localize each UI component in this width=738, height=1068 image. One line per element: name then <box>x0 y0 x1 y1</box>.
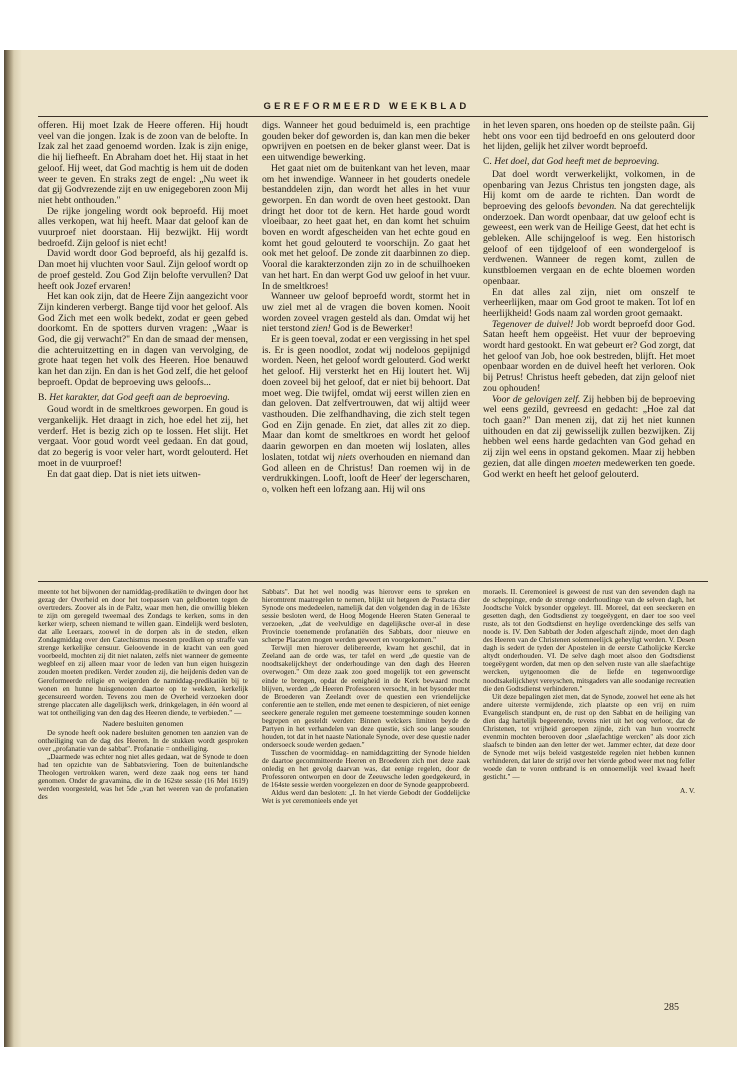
page-number: 285 <box>664 1002 679 1013</box>
paragraph <box>483 170 695 288</box>
paragraph: moraels. II. Ceremonieel is geweest de rust van den sevenden dagh na de scheppinge, ende de strenge onderhoudinge van de selven dagh, het Joodtsche Volck bysonder opgeleyt. III. Moreel, dat een seeckeren en gesetten dagh, den Godtsdienst zy toegeëygent, en daer toe soo veel ruste, als tot den Godtsdienst en heylige overdenckinge des selfs van noode is. IV. Den Sabbath der Joden afgeschaft zijnde, moet den dagh des Heeren van de Christenen solemneelijck geheyligt werden. V. Desen dagh is sedert de tyden der Apostelen in de eerste Catholijcke Kercke altydt onderhouden. VI. De selve dagh moet alsoo den Godtsdienst toegeëygent worden, dat men op den selven ruste van alle slaefachtige wercken, uytgenoomen die de liefde en tegenwoordige noodtsakelijckheyt vereyschen, mitsgaders van alle soodanige recreatien die den Godtsdienst verhinderen." <box>483 588 695 693</box>
section-number: B. <box>38 391 47 403</box>
subheading: Nadere besluiten genomen <box>102 718 184 728</box>
emphasis: niets <box>337 451 357 463</box>
lower-column-3 <box>483 588 695 988</box>
emphasis: bevonden. <box>577 200 617 212</box>
emphasis: Tegenover de duivel! <box>492 318 574 330</box>
section-heading-b <box>38 393 248 404</box>
text-run: Dat doel wordt verwerkelijkt, volkomen, in de openbaring van Jezus Christus ten jongsten dage, als Hij komt om de aarde te richten. Dan wordt de beproeving des geloofs <box>483 168 695 212</box>
upper-column-1 <box>38 121 248 573</box>
header-rule <box>38 116 708 117</box>
emphasis: Voor de gelovigen zelf. <box>492 393 581 405</box>
paragraph: En dat alles zal zijn, niet om onszelf te verheerlijken, maar om God groot te maken. Tot lof en heerlijkheid! Gods naam zal worden groot gemaakt. <box>483 286 695 319</box>
paragraph: Tusschen de voormiddag- en namiddagzitting der Synode hielden de daartoe gecommitteerde Heeren en Broederen zich met deze zaak onledig en het gevolg daarvan was, dat eenige regelen, door de Professoren ontworpen en door de Zeeuwsche leden goedgekeurd, in de 164ste sessie werden voorgelezen en door de Synode geapprobeerd. <box>262 747 470 790</box>
lower-column-1 <box>38 588 248 988</box>
text-run: overhouden en niemand dan God alleen en de Christus! Dan roemen wij in de verdrukkingen. Looft, looft de Heer' der legerscharen, o, volken heft een lofzang aan. Hij wil ons <box>262 451 470 495</box>
emphasis: zien! <box>312 323 331 335</box>
upper-column-2 <box>262 121 470 573</box>
scan-margin-top <box>0 0 738 50</box>
paragraph: „Daarmede was echter nog niet alles gedaan, wat de Synode te doen had ten opzichte van de Sabbatsviering. Toen de buitenlandsche Theologen vertrokken waren, werd deze zaak nog eens ter hand genomen. Onder de gravamina, die in de 162ste sessie (16 Mei 1619) werden voorgesteld, was het 5de „van het weeren van de profanatien des <box>38 751 248 802</box>
paragraph: Uit deze bepalingen ziet men, dat de Synode, zoowel het eene als het andere uiterste vermijdende, zich plaatste op een vrij en ruim Evangelisch standpunt en, de rust op den Sabbat en de heiliging van dien dag hartelijk begeerende, tevens niet uit het oog verloor, dat de Christenen, tot vrijheid geroepen zijnde, zich van hun voorrecht evenmin mochten berooven door „slaefachtige wercken" als door zich slaafsch te binden aan den letter der wet. Jammer echter, dat deze door de Synode met wijs beleid vastgestelde regelen niet hebben kunnen verhinderen, dat later de strijd over het vierde gebod weer met nog feller woede dan te voren ontbrand is en onnoemelijk veel kwaad heeft gesticht." — <box>483 691 695 782</box>
scan-margin-bottom <box>0 1047 738 1068</box>
paragraph: De synode heeft ook nadere besluiten genomen ten aanzien van de ontheiliging van de dag des Heeren. In de stukken wordt gesproken over „profanatie van de sabbat". Profanatie = ontheiliging. <box>38 727 248 753</box>
paragraph: offeren. Hij moet Izak de Heere offeren. Hij houdt veel van die jongen. Izak is de zoon van de belofte. In Izak zal het zaad genoemd worden. Izak is zijn enige, die hij liefheeft. En Abraham doet het. Hij staat in het geloof. Hij weet, dat God machtig is hem uit de doden weer te geven. En straks zegt de engel: „Nu weet ik dat gij Godvrezende zijt en uw enigegeboren zoon Mij niet hebt onthouden." <box>38 121 248 206</box>
section-number: C. <box>483 156 492 168</box>
paragraph: Aldus werd dan besloten: „I. In het vierde Gebodt der Goddelijcke Wet is yet ceremonieels ende yet <box>262 788 470 806</box>
text-run: Zij hebben bij de beproeving wel eens gezild, gevreesd en gedacht: „Hoe zal dat toch gaan?" Dan menen zij, dat zij het niet kunnen uithouden en dat zij gewisselijk zullen bezwijken. Zij hebben wel eens harde gedachten van God gehad en zij zijn wel eens in opstand gekomen. Maar zij hebben gezien, dat alle dingen <box>483 393 695 469</box>
upper-column-3 <box>483 121 695 573</box>
paragraph <box>483 320 695 395</box>
text-run: Job wordt beproefd door God. Satan heeft hem opgeëist. Het vuur der beproeving wordt hard gestookt. En wat gebeurt er? God zorgt, dat het geloof van Job, hoe ook bestreden, blijft. Het moet openbaar worden en de duivel heeft het verloren. Ook bij Petrus! Christus heeft gebeden, dat zijn geloof niet zou ophouden! <box>483 318 695 394</box>
text-run: Na dat gerechtelijk onderzoek. Dan wordt openbaar, dat uw geloof echt is geweest, een werk van de Heilige Geest, dat het echt is gebleken. Alle schijngeloof is weg. Een historisch geloof of een tijdgeloof of een wondergeloof is verdwenen. Wanneer de regen komt, zullen de kunstbloemen vergaan en de echte bloemen worden openbaar. <box>483 200 695 287</box>
text-run: medewerken ten goede. God werkt en heeft het geloof gelouterd. <box>483 457 695 480</box>
paragraph: David wordt door God beproefd, als hij gezalfd is. Dan moet hij vluchten voor Saul. Zijn geloof wordt op de proef gesteld. Zou God Zijn belofte vervullen? Dat heeft ook Jozef ervaren! <box>38 248 248 292</box>
paragraph: Sabbats". Dat het wel noodig was hierover eens te spreken en hieromtrent maatregelen te nemen, blijkt uit hetgeen de Postacta dier Synode ons mededeelen, namelijk dat den volgenden dag in de 163ste sessie besloten werd, de Hoog Mogende Heeren Staten Generaal te verzoeken, „dat de veelvuldige en dagelijksche over-al in dese Provincie toenemende profanatiën des Sabbats, door nieuwe en scherpe Placaten mogen werden geweert en voorgekomen." <box>262 588 470 645</box>
paragraph <box>483 395 695 481</box>
paragraph: meente tot het bijwonen der namiddag-predikatiën te dwingen door het gezag der Overheid en door het toepassen van geldboeten tegen de overtreders. Zoover als in de Paltz, waar men hen, die onwillig bleken te zijn om geregeld tweemaal des Zondags te kerken, soms in den kerker wierp, scheen niemand te willen gaan. Eindelijk werd besloten, dat alle Leeraars, zoowel in de dorpen als in de steden, elken Zondagmiddag over den Catechismus moesten prediken op straffe van strenge kerkelijke censuur. Geloovende in de kracht van een goed voorbeeld, mochten zij dit niet nalaten, zelfs niet wanneer de gemeente wegbleef en zij alleen maar voor de leden van hun eigen huisgezin zouden moeten prediken. Verder zouden zij, die heijdenis deden van de Gereformeerde religie en weigerden de namiddag-predikatiën bij te wonen en hunne huisgenooten daartoe op te wekken, kerkelijk gecensureerd worden. Tevens zou men de Overheid verzoeken door strenge placcaten alle dagelijksch werk, drinkgelagen, in één woord al wat tot ontheiliging van den dag des Heeren diende, te verbieden." — <box>38 588 248 717</box>
paragraph: in het leven sparen, ons hoeden op de steilste paân. Gij hebt ons voor een tijd bedroefd en ons gelouterd door het lijden, gelijk het zilver wordt beproefd. <box>483 121 695 153</box>
running-header: GEREFORMEERD WEEKBLAD <box>263 101 470 112</box>
paragraph: Terwijl men hierover delibereerde, kwam het geschil, dat in Zeeland aan de orde was, ter tafel en werd „de questie van de noodtsakelijckheyt der onderhoudinge van den dagh des Heeren overwogen." Om deze zaak zoo goed mogelijk tot een gewenscht einde te brengen, opdat de eenigheid in de Kerk bewaard mocht blijven, werden „de Heeren Professoren versocht, in het bysonder met de Broederen van Zeelandt over de questien een vriendelijcke conferentie aen te stellen, ende met eenen te despicieren, of niet eenige seeckere generale regulen met gemeene toestemminge souden konnen begrepen en gesteldt werden: Binnen welckers limiten beyde de Partyen in het verhandelen van deze questie, sich soo lange souden houden, tot dat in het naaste Nationale Synode, over dese questie nader ondersoeck soude werden gedaen." <box>262 643 470 749</box>
section-heading-c <box>483 157 695 168</box>
paragraph: En dat gaat diep. Dat is niet iets uitwen- <box>47 468 201 480</box>
author-signature: A. V. <box>680 786 695 796</box>
paragraph: De rijke jongeling wordt ook beproefd. Hij moet alles verkopen, wat hij heeft. Maar dat geloof kan de vuurproef niet doorstaan. Hij bezwijkt. Hij wordt bedroefd. Zijn geloof is niet echt! <box>38 205 248 249</box>
text-run: Er is geen toeval, zodat er een vergissing in het spel is. Er is geen noodlot, zodat wij nodeloos gepijnigd worden. Neen, het geloof wordt gelouterd. God werkt het geloof. Hij versterkt het en Hij loutert het. Wij doen zoveel bij het geloof, dat er niet bij behoort. Dat moet weg. Die twijfel, omdat wij eerst willen zien en dan geloven. Dat zelfvertrouwen, dat wij altijd weer vasthouden. Die zelfhandhaving, die zich stelt tegen God en Zijn genade. En ziet, dat alles zit zo diep. Maar dan komt de smeltkroes en wordt het geloof daarin geworpen en dan moeten wij loslaten, alles loslaten, totdat wij <box>262 334 470 463</box>
paragraph <box>262 292 470 335</box>
paragraph: Het kan ook zijn, dat de Heere Zijn aangezicht voor Zijn kinderen verbergt. Bange tijd voor het geloof. Als God Zich met een wolk bedekt, zodat er geen gebed doorkomt. En de spotters durven vragen: „Waar is God, die gij verwacht?" En dan de smaad der mensen, die achteruitzetting en in dagen van vervolging, de grote haat tegen het volk des Heeren. Hoe benauwd kan het dan zijn. En dan is het God zelf, die het geloof beproeft. Opdat de beproeving uws geloofs... <box>38 291 248 388</box>
emphasis: moeten <box>573 457 601 469</box>
paragraph: Het gaat niet om de buitenkant van het leven, maar om het inwendige. Wanneer in het gouderts onedele bestanddelen zijn, dan wordt het alles in het vuur geworpen. En dan wordt de oven heet gestookt. Dan dringt het door tot de kern. Het harde goud wordt vloeibaar, zo heet gaat het, en dan komt het schuim boven en wordt afgescheiden van het echte goud en komt het goud gelouterd te voorschijn. Zo gaat het ook met het geloof. De zonde zit daarbinnen zo diep. Vooral die karakterzonden zijn zo in de schuilhoeken van het hart. En dan werpt God uw geloof in het vuur. In de smeltkroes! <box>262 162 470 292</box>
text-run: Wanneer uw geloof beproefd wordt, stormt het in uw ziel met al de vragen die boven komen. Nooit worden zoveel vragen gesteld als dan. Omdat wij het niet terstond <box>262 291 470 335</box>
section-title: Het doel, dat God heeft met de beproeving. <box>494 156 660 168</box>
paragraph <box>262 335 470 496</box>
paragraph: Goud wordt in de smeltkroes geworpen. En goud is vergankelijk. Het draagt in zich, hoe edel het zij, het verderf. Het is bezig zich op te lossen. Het slijt. Het vergaat. Voor goud wordt veel gedaan. En dat goud, dat zo begerig is voor veler hart, wordt gelouterd. Het moet in de vuurproef! <box>38 404 248 469</box>
text-run: God is de Bewerker! <box>330 323 413 335</box>
lower-column-2 <box>262 588 470 988</box>
section-divider-rule <box>38 581 708 582</box>
section-title: Het karakter, dat God geeft aan de beproeving. <box>49 391 230 403</box>
paragraph: digs. Wanneer het goud beduimeld is, een prachtige gouden beker dof geworden is, dan kan men die beker opwrijven en poetsen en de beker glanst weer. Dat is een uitwendige bewerking. <box>262 121 470 164</box>
